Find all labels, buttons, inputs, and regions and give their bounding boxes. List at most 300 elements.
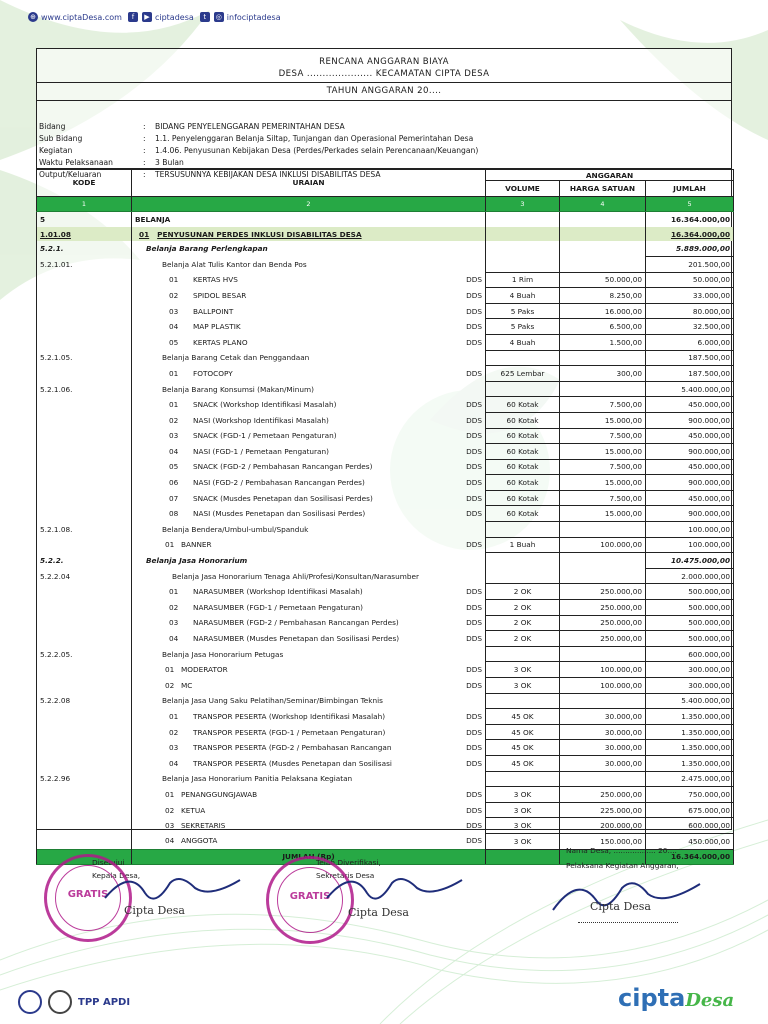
table-row <box>37 212 734 227</box>
cell-uraian <box>132 256 486 272</box>
cell-kode: 1.01.08 <box>37 227 132 242</box>
col-volume: VOLUME <box>486 181 560 197</box>
cell-harga <box>560 771 646 787</box>
item-desc: MAP PLASTIK <box>193 322 241 332</box>
item-desc: PENYUSUNAN PERDES INKLUSI DISABILITAS DESA <box>157 229 362 239</box>
table-row <box>37 787 734 803</box>
cell-harga: 15.000,00 <box>560 506 646 522</box>
item-number: 02 <box>169 290 179 300</box>
fund-source: DDS <box>466 400 482 410</box>
table-row <box>37 444 734 460</box>
item-desc: Belanja Barang Cetak dan Penggandaan <box>162 353 310 363</box>
twitter-icon: t <box>200 12 210 22</box>
fund-source: DDS <box>466 275 482 285</box>
cell-kode <box>37 288 132 304</box>
table-row <box>37 319 734 335</box>
item-number: 07 <box>169 493 179 503</box>
cell-uraian <box>132 787 486 803</box>
fund-source: DDS <box>466 711 482 721</box>
cell-kode <box>37 740 132 756</box>
cell-jumlah: 16.364.000,00 <box>646 212 734 227</box>
fund-source: DDS <box>466 509 482 519</box>
cell-jumlah: 50.000,00 <box>646 272 734 288</box>
cell-jumlah: 450.000,00 <box>646 428 734 444</box>
approved-role: Kepala Desa, <box>92 871 141 880</box>
table-row <box>37 802 734 818</box>
cell-harga: 8.250,00 <box>560 288 646 304</box>
cell-volume: 625 Lembar <box>486 366 560 382</box>
cell-uraian <box>132 802 486 818</box>
info-row <box>37 156 731 168</box>
cell-volume <box>486 771 560 787</box>
item-number: 03 <box>169 431 179 441</box>
fund-source: DDS <box>466 634 482 644</box>
cell-volume <box>486 646 560 662</box>
cell-volume <box>486 256 560 272</box>
kemendes-logo-icon <box>48 990 72 1014</box>
cell-kode <box>37 475 132 491</box>
cell-harga: 15.000,00 <box>560 412 646 428</box>
item-desc: PENANGGUNGJAWAB <box>181 789 258 799</box>
cell-uraian <box>132 771 486 787</box>
cell-volume: 60 Kotak <box>486 444 560 460</box>
item-desc: TRANSPOR PESERTA (Musdes Penetapan dan Sosilisasi <box>193 758 392 768</box>
cell-uraian <box>132 662 486 678</box>
item-desc: NARASUMBER (FGD-1 / Pemetaan Pengaturan) <box>193 602 363 612</box>
cell-uraian <box>132 709 486 725</box>
cell-jumlah: 750.000,00 <box>646 787 734 803</box>
table-row <box>37 646 734 662</box>
cell-jumlah: 5.889.000,00 <box>646 241 734 256</box>
cell-uraian <box>132 522 486 538</box>
cell-jumlah: 900.000,00 <box>646 506 734 522</box>
youtube-icon: ▶ <box>142 12 152 22</box>
cell-harga: 7.500,00 <box>560 459 646 475</box>
fund-source: DDS <box>466 478 482 488</box>
table-row <box>37 568 734 584</box>
info-key: Waktu Pelaksanaan <box>39 157 113 167</box>
table-row <box>37 350 734 366</box>
cell-uraian <box>132 678 486 694</box>
cell-kode <box>37 584 132 600</box>
item-number: 01 <box>165 665 175 675</box>
item-desc: SNACK (FGD-1 / Pemetaan Pengaturan) <box>193 431 337 441</box>
item-desc: Belanja Alat Tulis Kantor dan Benda Pos <box>162 259 307 269</box>
cell-volume: 1 Buah <box>486 537 560 553</box>
cell-uraian <box>132 584 486 600</box>
cell-kode <box>37 802 132 818</box>
cell-jumlah: 300.000,00 <box>646 662 734 678</box>
cell-harga: 50.000,00 <box>560 272 646 288</box>
item-number: 04 <box>169 446 179 456</box>
cell-uraian <box>132 600 486 616</box>
cell-volume: 45 OK <box>486 740 560 756</box>
cell-kode <box>37 319 132 335</box>
col-num-2: 2 <box>132 196 486 212</box>
cell-uraian <box>132 506 486 522</box>
info-row <box>37 132 731 144</box>
cell-uraian <box>132 475 486 491</box>
cell-volume: 60 Kotak <box>486 506 560 522</box>
cell-uraian <box>132 412 486 428</box>
cell-uraian <box>132 615 486 631</box>
cell-volume: 60 Kotak <box>486 397 560 413</box>
cell-uraian <box>132 490 486 506</box>
signer-name-left: Cipta Desa <box>124 904 185 917</box>
item-desc: NASI (Musdes Penetapan dan Sosilisasi Perdes) <box>193 509 366 519</box>
cell-harga: 7.500,00 <box>560 397 646 413</box>
cell-jumlah: 32.500,00 <box>646 319 734 335</box>
item-desc: Belanja Jasa Honorarium <box>146 556 248 566</box>
table-row <box>37 600 734 616</box>
cell-uraian <box>132 381 486 397</box>
info-key: Sub Bidang <box>39 133 83 143</box>
cell-harga <box>560 568 646 584</box>
doc-title: RENCANA ANGGARAN BIAYA <box>319 57 449 67</box>
cell-volume <box>486 553 560 569</box>
brand-text-desa: Desa <box>685 990 735 1011</box>
cell-kode <box>37 490 132 506</box>
cell-volume <box>486 568 560 584</box>
table-row <box>37 537 734 553</box>
item-desc: Belanja Barang Konsumsi (Makan/Minum) <box>162 384 314 394</box>
fund-source: DDS <box>466 758 482 768</box>
table-row <box>37 272 734 288</box>
cell-uraian <box>132 568 486 584</box>
fund-source: DDS <box>466 368 482 378</box>
item-desc: NARASUMBER (Musdes Penetapan dan Sosilisasi Perdes) <box>193 634 400 644</box>
cell-harga: 250.000,00 <box>560 584 646 600</box>
table-row <box>37 227 734 242</box>
signer-name-mid: Cipta Desa <box>348 906 409 919</box>
cell-volume: 60 Kotak <box>486 412 560 428</box>
ciptadesa-logo <box>618 984 734 1012</box>
cell-kode: 5.2.1. <box>37 241 132 256</box>
cell-harga: 7.500,00 <box>560 490 646 506</box>
item-number: 02 <box>169 727 179 737</box>
cell-kode <box>37 709 132 725</box>
info-value: BIDANG PENYELENGGARAN PEMERINTAHAN DESA <box>155 121 345 131</box>
cell-volume <box>486 381 560 397</box>
item-number: 01 <box>169 400 179 410</box>
cell-harga <box>560 227 646 242</box>
table-row <box>37 522 734 538</box>
cell-jumlah: 500.000,00 <box>646 584 734 600</box>
cell-uraian <box>132 459 486 475</box>
col-num-4: 4 <box>560 196 646 212</box>
item-desc: SNACK (Musdes Penetapan dan Sosilisasi Perdes) <box>193 493 373 503</box>
cell-volume: 3 OK <box>486 818 560 834</box>
cell-kode <box>37 272 132 288</box>
info-key: Output/Keluaran <box>39 169 102 179</box>
approved-label: Disetujui <box>92 858 125 867</box>
cell-harga: 100.000,00 <box>560 678 646 694</box>
item-desc: SNACK (FGD-2 / Pembahasan Rancangan Perdes) <box>193 462 373 472</box>
table-row <box>37 553 734 569</box>
item-desc: TRANSPOR PESERTA (FGD-1 / Pemetaan Pengaturan) <box>193 727 386 737</box>
item-desc: BALLPOINT <box>193 306 234 316</box>
item-desc: KERTAS HVS <box>193 275 238 285</box>
cell-kode <box>37 303 132 319</box>
cell-jumlah: 1.350.000,00 <box>646 709 734 725</box>
item-desc: BELANJA <box>135 214 171 224</box>
cell-kode: 5 <box>37 212 132 227</box>
item-number: 01 <box>169 275 179 285</box>
item-number: 06 <box>169 478 179 488</box>
item-number: 03 <box>165 821 175 831</box>
cell-harga <box>560 350 646 366</box>
cell-harga: 200.000,00 <box>560 818 646 834</box>
signature-line-right <box>578 922 678 923</box>
cell-volume: 3 OK <box>486 802 560 818</box>
item-desc: NARASUMBER (FGD-2 / Pembahasan Rancangan Perdes) <box>193 618 399 628</box>
info-key: Bidang <box>39 121 66 131</box>
website-link[interactable]: www.ciptaDesa.com <box>41 12 122 22</box>
cell-jumlah: 5.400.000,00 <box>646 381 734 397</box>
table-row <box>37 631 734 647</box>
item-desc: Belanja Jasa Uang Saku Pelatihan/Seminar/Bimbingan Teknis <box>162 696 383 706</box>
table-row <box>37 755 734 771</box>
cell-harga: 7.500,00 <box>560 428 646 444</box>
cell-jumlah: 187.500,00 <box>646 350 734 366</box>
cell-jumlah: 1.350.000,00 <box>646 724 734 740</box>
cell-kode <box>37 444 132 460</box>
item-number: 04 <box>165 836 175 846</box>
cell-jumlah: 80.000,00 <box>646 303 734 319</box>
info-row <box>37 144 731 156</box>
item-desc: NARASUMBER (Workshop Identifikasi Masalah) <box>193 587 363 597</box>
cell-kode <box>37 787 132 803</box>
cell-uraian <box>132 631 486 647</box>
cell-jumlah: 450.000,00 <box>646 490 734 506</box>
cell-volume: 45 OK <box>486 724 560 740</box>
doc-village-line: DESA ..................... KECAMATAN CIPTA DESA <box>278 69 490 79</box>
table-row <box>37 709 734 725</box>
table-row <box>37 771 734 787</box>
col-num-3: 3 <box>486 196 560 212</box>
item-desc: BANNER <box>181 540 212 550</box>
cell-kode <box>37 537 132 553</box>
cell-kode <box>37 678 132 694</box>
cell-kode <box>37 615 132 631</box>
cell-kode: 5.2.2. <box>37 553 132 569</box>
table-row <box>37 615 734 631</box>
table-row <box>37 662 734 678</box>
table-row <box>37 381 734 397</box>
cell-kode: 5.2.1.01. <box>37 256 132 272</box>
cell-uraian <box>132 366 486 382</box>
cell-uraian <box>132 537 486 553</box>
item-desc: Belanja Bendera/Umbul-umbul/Spanduk <box>162 524 309 534</box>
cell-kode: 5.2.1.06. <box>37 381 132 397</box>
cell-harga: 30.000,00 <box>560 740 646 756</box>
item-number: 02 <box>169 602 179 612</box>
cell-jumlah: 900.000,00 <box>646 475 734 491</box>
fund-source: DDS <box>466 821 482 831</box>
cell-jumlah: 500.000,00 <box>646 600 734 616</box>
info-value: 1.4.06. Penyusunan Kebijakan Desa (Perdes/Perkades selain Perencanaan/Keuangan) <box>155 145 479 155</box>
item-number: 02 <box>165 680 175 690</box>
facebook-handle[interactable]: ciptadesa <box>154 12 194 22</box>
district-logo-icon <box>18 990 42 1014</box>
verified-role: Sekretaris Desa <box>316 871 375 880</box>
fund-source: DDS <box>466 446 482 456</box>
table-row <box>37 412 734 428</box>
table-row <box>37 428 734 444</box>
fund-source: DDS <box>466 743 482 753</box>
item-number: 04 <box>169 634 179 644</box>
cell-kode <box>37 662 132 678</box>
col-harga: HARGA SATUAN <box>560 181 646 197</box>
item-desc: SPIDOL BESAR <box>193 290 247 300</box>
item-desc: Belanja Barang Perlengkapan <box>146 244 268 254</box>
cell-kode <box>37 818 132 834</box>
item-number: 08 <box>169 509 179 519</box>
cell-jumlah: 2.000.000,00 <box>646 568 734 584</box>
item-desc: SEKRETARIS <box>181 821 226 831</box>
item-number: 01 <box>165 789 175 799</box>
cell-volume <box>486 522 560 538</box>
cell-uraian <box>132 272 486 288</box>
cell-uraian <box>132 740 486 756</box>
info-colon: : <box>143 157 146 167</box>
info-colon: : <box>143 145 146 155</box>
cell-volume: 1 Rim <box>486 272 560 288</box>
verified-label: Telah Diverifikasi, <box>316 858 381 867</box>
cell-uraian <box>132 724 486 740</box>
cell-jumlah: 300.000,00 <box>646 678 734 694</box>
item-number: 03 <box>169 618 179 628</box>
item-number: 01 <box>165 540 175 550</box>
fund-source: DDS <box>466 789 482 799</box>
cell-kode <box>37 506 132 522</box>
cell-harga <box>560 212 646 227</box>
cell-kode <box>37 833 132 849</box>
table-row <box>37 693 734 709</box>
cell-volume: 5 Paks <box>486 319 560 335</box>
cell-volume: 60 Kotak <box>486 490 560 506</box>
cell-volume <box>486 693 560 709</box>
cell-volume: 2 OK <box>486 615 560 631</box>
table-row <box>37 334 734 350</box>
cell-volume: 45 OK <box>486 709 560 725</box>
table-row <box>37 459 734 475</box>
cell-jumlah: 100.000,00 <box>646 537 734 553</box>
item-number: 03 <box>169 743 179 753</box>
cell-jumlah: 450.000,00 <box>646 459 734 475</box>
item-desc: TRANSPOR PESERTA (Workshop Identifikasi Masalah) <box>193 711 386 721</box>
cell-uraian <box>132 755 486 771</box>
cell-harga: 150.000,00 <box>560 833 646 849</box>
cell-harga: 100.000,00 <box>560 662 646 678</box>
cell-harga: 16.000,00 <box>560 303 646 319</box>
fund-source: DDS <box>466 306 482 316</box>
cell-harga: 15.000,00 <box>560 475 646 491</box>
cell-jumlah: 450.000,00 <box>646 833 734 849</box>
cell-harga <box>560 241 646 256</box>
instagram-icon: ◎ <box>215 13 222 21</box>
cell-jumlah: 500.000,00 <box>646 615 734 631</box>
info-colon: : <box>143 133 146 143</box>
cell-harga: 15.000,00 <box>560 444 646 460</box>
info-colon: : <box>143 121 146 131</box>
cell-harga: 30.000,00 <box>560 724 646 740</box>
cell-volume <box>486 212 560 227</box>
cell-kode <box>37 366 132 382</box>
item-number: 01 <box>139 229 150 239</box>
fund-source: DDS <box>466 415 482 425</box>
item-desc: ANGGOTA <box>181 836 218 846</box>
cell-kode: 5.2.2.08 <box>37 693 132 709</box>
cell-jumlah: 5.400.000,00 <box>646 693 734 709</box>
item-desc: KETUA <box>181 805 206 815</box>
globe-icon: ⊕ <box>28 12 38 22</box>
info-value: TERSUSUNNYA KEBIJAKAN DESA INKLUSI DISABILITAS DESA <box>155 169 381 179</box>
table-row <box>37 256 734 272</box>
cell-harga: 30.000,00 <box>560 709 646 725</box>
table-row <box>37 490 734 506</box>
fund-source: DDS <box>466 540 482 550</box>
table-row <box>37 818 734 834</box>
signature-executor <box>566 846 679 870</box>
partner-logos <box>18 990 130 1014</box>
cell-harga: 30.000,00 <box>560 755 646 771</box>
instagram-handle[interactable]: infociptadesa <box>226 12 281 22</box>
cell-kode: 5.2.2.04 <box>37 568 132 584</box>
cell-jumlah: 675.000,00 <box>646 802 734 818</box>
item-number: 01 <box>169 587 179 597</box>
fund-source: DDS <box>466 680 482 690</box>
tpp-text: TPP <box>78 996 100 1008</box>
cell-kode <box>37 459 132 475</box>
cell-uraian <box>132 303 486 319</box>
cell-volume: 3 OK <box>486 833 560 849</box>
fund-source: DDS <box>466 431 482 441</box>
cell-harga: 1.500,00 <box>560 334 646 350</box>
fund-source: DDS <box>466 462 482 472</box>
social-bar <box>22 10 281 24</box>
table-row <box>37 241 734 256</box>
item-desc: NASI (FGD-2 / Pembahasan Rancangan Perdes) <box>193 478 365 488</box>
executor-role: Pelaksana Kegiatan Anggaran, <box>566 861 679 870</box>
cell-kode: 5.2.1.08. <box>37 522 132 538</box>
item-desc: KERTAS PLANO <box>193 337 248 347</box>
cell-jumlah: 900.000,00 <box>646 412 734 428</box>
cell-harga <box>560 256 646 272</box>
cell-harga: 100.000,00 <box>560 537 646 553</box>
item-desc: FOTOCOPY <box>193 368 233 378</box>
cell-jumlah: 900.000,00 <box>646 444 734 460</box>
place-date: Nama Desa, .................. 20.... <box>566 846 677 855</box>
cell-uraian <box>132 818 486 834</box>
table-row <box>37 724 734 740</box>
cell-uraian <box>132 397 486 413</box>
table-row <box>37 506 734 522</box>
item-desc: NASI (Workshop Identifikasi Masalah) <box>193 415 329 425</box>
signature-scribble-right <box>548 870 708 924</box>
cell-harga: 6.500,00 <box>560 319 646 335</box>
cell-kode: 5.2.1.05. <box>37 350 132 366</box>
cell-jumlah: 100.000,00 <box>646 522 734 538</box>
cell-volume: 2 OK <box>486 600 560 616</box>
cell-uraian <box>132 334 486 350</box>
col-num-5: 5 <box>646 196 734 212</box>
fund-source: DDS <box>466 836 482 846</box>
cell-uraian <box>132 288 486 304</box>
cell-volume: 45 OK <box>486 755 560 771</box>
cell-volume: 3 OK <box>486 662 560 678</box>
fund-source: DDS <box>466 602 482 612</box>
